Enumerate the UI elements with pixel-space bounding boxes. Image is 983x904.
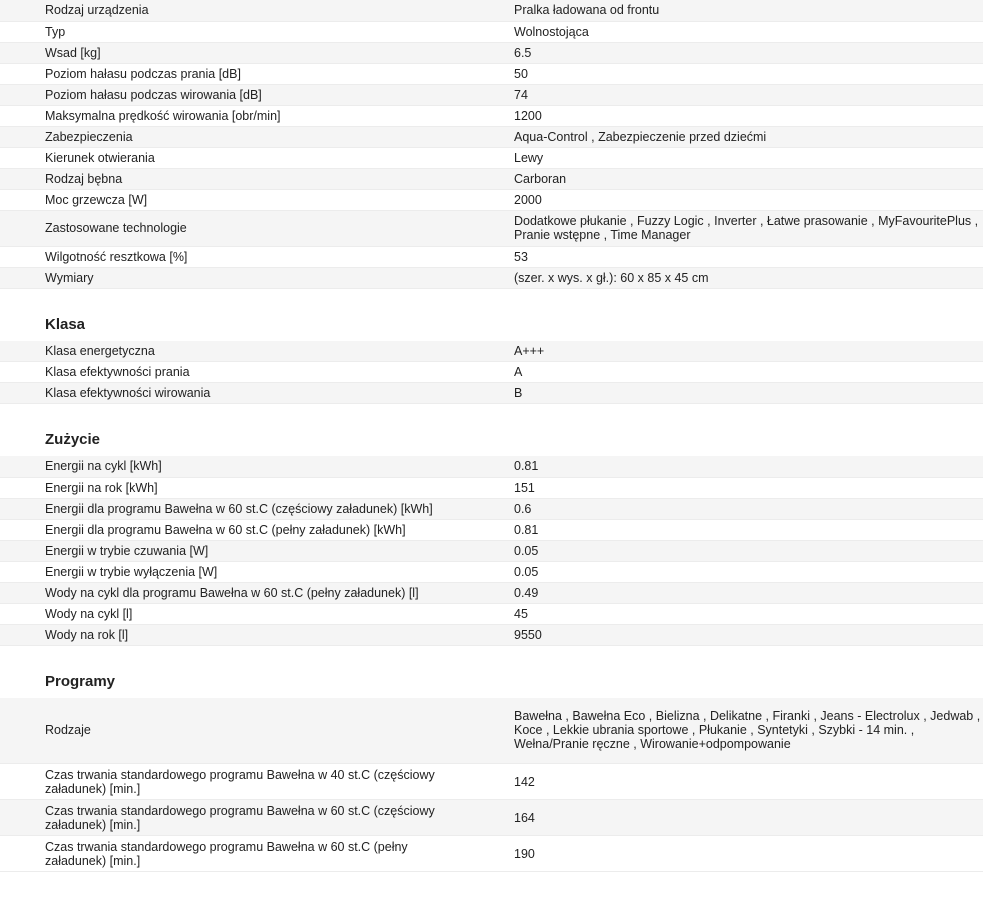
spec-label: Wymiary [0, 267, 468, 288]
spec-label: Zastosowane technologie [0, 210, 468, 246]
spec-value: 0.49 [468, 582, 983, 603]
table-row [0, 341, 983, 362]
spec-value: 0.6 [468, 498, 983, 519]
spec-value: Carboran [468, 168, 983, 189]
spec-label: Zabezpieczenia [0, 126, 468, 147]
spec-value: 1200 [468, 105, 983, 126]
spec-label: Wilgotność resztkowa [%] [0, 246, 468, 267]
spec-label: Energii na rok [kWh] [0, 477, 468, 498]
spec-label: Rodzaj urządzenia [0, 0, 468, 21]
spec-label: Moc grzewcza [W] [0, 189, 468, 210]
spec-label: Wody na rok [l] [0, 624, 468, 645]
table-row [0, 582, 983, 603]
table-row [0, 63, 983, 84]
spec-label: Maksymalna prędkość wirowania [obr/min] [0, 105, 468, 126]
spec-value: A [468, 362, 983, 383]
spec-label: Poziom hałasu podczas prania [dB] [0, 63, 468, 84]
spec-value: A+++ [468, 341, 983, 362]
section-title-zuzycie: Zużycie [45, 431, 101, 448]
spec-label: Klasa energetyczna [0, 341, 468, 362]
spec-label: Kierunek otwierania [0, 147, 468, 168]
table-row [0, 383, 983, 404]
spec-label: Czas trwania standardowego programu Bawełna w 60 st.C (częściowy załadunek) [min.] [0, 800, 468, 836]
table-row [0, 126, 983, 147]
section-title-programy: Programy [45, 672, 116, 690]
spec-label: Wody na cykl [l] [0, 603, 468, 624]
spec-value: 0.05 [468, 561, 983, 582]
spec-label: Energii dla programu Bawełna w 60 st.C (częściowy załadunek) [kWh] [0, 498, 468, 519]
spec-value: Pralka ładowana od frontu [468, 0, 983, 21]
table-row [0, 267, 983, 288]
table-row [0, 84, 983, 105]
spec-value: 151 [468, 477, 983, 498]
klasa-spec-table [0, 341, 983, 405]
table-row [0, 21, 983, 42]
spec-value: Wolnostojąca [468, 21, 983, 42]
spec-label: Energii w trybie czuwania [W] [0, 540, 468, 561]
spec-value: 45 [468, 603, 983, 624]
zuzycie-spec-table [0, 456, 983, 646]
spec-label: Rodzaje [0, 698, 468, 764]
spec-label: Energii w trybie wyłączenia [W] [0, 561, 468, 582]
spec-value: 142 [468, 764, 983, 800]
table-row [0, 561, 983, 582]
table-row [0, 456, 983, 477]
table-row [0, 836, 983, 872]
programy-spec-table [0, 698, 983, 873]
table-row [0, 624, 983, 645]
table-row [0, 498, 983, 519]
table-row [0, 764, 983, 800]
spec-value: Dodatkowe płukanie , Fuzzy Logic , Inverter , Łatwe prasowanie , MyFavouritePlus , Pranie wstępne , Time Manager [468, 210, 983, 246]
table-row [0, 603, 983, 624]
table-row [0, 210, 983, 246]
spec-label: Czas trwania standardowego programu Bawełna w 60 st.C (pełny załadunek) [min.] [0, 836, 468, 872]
spec-label: Wsad [kg] [0, 42, 468, 63]
table-row [0, 519, 983, 540]
spec-label: Energii dla programu Bawełna w 60 st.C (pełny załadunek) [kWh] [0, 519, 468, 540]
spec-label: Wody na cykl dla programu Bawełna w 60 st.C (pełny załadunek) [l] [0, 582, 468, 603]
table-row [0, 540, 983, 561]
spec-value: Lewy [468, 147, 983, 168]
table-row [0, 477, 983, 498]
general-spec-table [0, 0, 983, 289]
spec-value: B [468, 383, 983, 404]
spec-value: Aqua-Control , Zabezpieczenie przed dziećmi [468, 126, 983, 147]
spec-value: 9550 [468, 624, 983, 645]
spec-value: 50 [468, 63, 983, 84]
spec-label: Energii na cykl [kWh] [0, 456, 468, 477]
spec-label: Rodzaj bębna [0, 168, 468, 189]
spec-value: 0.05 [468, 540, 983, 561]
spec-value: 53 [468, 246, 983, 267]
spec-value: 74 [468, 84, 983, 105]
spec-value: 6.5 [468, 42, 983, 63]
table-row [0, 362, 983, 383]
spec-label: Klasa efektywności wirowania [0, 383, 468, 404]
table-row [0, 0, 983, 21]
spec-label: Klasa efektywności prania [0, 362, 468, 383]
table-row [0, 42, 983, 63]
spec-value: 2000 [468, 189, 983, 210]
spec-label: Typ [0, 21, 468, 42]
section-title-klasa: Klasa [45, 315, 86, 333]
spec-value: 0.81 [468, 519, 983, 540]
table-row [0, 105, 983, 126]
spec-value: 164 [468, 800, 983, 836]
table-row [0, 800, 983, 836]
table-row [0, 246, 983, 267]
table-row [0, 189, 983, 210]
spec-value: 0.81 [468, 456, 983, 477]
spec-value: Bawełna , Bawełna Eco , Bielizna , Delikatne , Firanki , Jeans - Electrolux , Jedwab , Koce , Lekkie ubrania sportowe , Płukanie , Syntetyki , Szybki - 14 min. , Wełna/Pranie ręczne , Wirowanie+odpompowanie [468, 698, 983, 764]
spec-value: 190 [468, 836, 983, 872]
spec-value: (szer. x wys. x gł.): 60 x 85 x 45 cm [468, 267, 983, 288]
spec-label: Poziom hałasu podczas wirowania [dB] [0, 84, 468, 105]
table-row [0, 147, 983, 168]
spec-label: Czas trwania standardowego programu Bawełna w 40 st.C (częściowy załadunek) [min.] [0, 764, 468, 800]
table-row [0, 168, 983, 189]
table-row [0, 698, 983, 764]
